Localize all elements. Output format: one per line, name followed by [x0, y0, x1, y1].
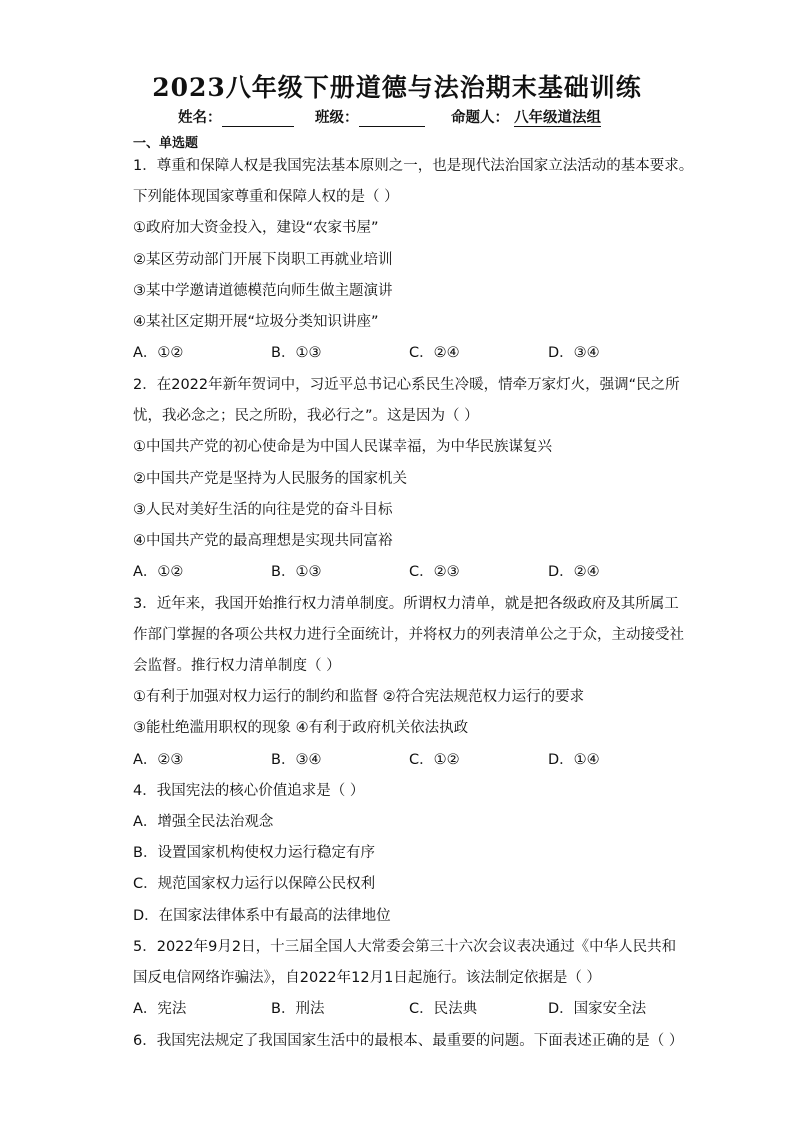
q2-item-4: ④中国共产党的最高理想是实现共同富裕	[133, 533, 393, 549]
q1-option-b[interactable]: B．①③	[271, 345, 322, 361]
q5-option-c[interactable]: C．民法典	[409, 1001, 478, 1017]
student-info-row	[0, 106, 794, 126]
q3-option-a[interactable]: A．②③	[133, 752, 184, 768]
q2-item-3: ③人民对美好生活的向往是党的奋斗目标	[133, 502, 393, 518]
q1-stem-line-1: 1．尊重和保障人权是我国宪法基本原则之一，也是现代法治国家立法活动的基本要求。	[133, 158, 694, 174]
class-blank[interactable]	[359, 110, 425, 127]
q5-stem-line-2: 国反电信网络诈骗法》，自2022年12月1日起施行。该法制定依据是（ ）	[133, 970, 601, 986]
author-value: 八年级道法组	[514, 110, 602, 126]
q2-option-d[interactable]: D．②④	[548, 564, 600, 580]
q3-option-c[interactable]: C．①②	[409, 752, 460, 768]
q6-stem-line-1: 6．我国宪法规定了我国国家生活中的最根本、最重要的问题。下面表述正确的是（ ）	[133, 1033, 684, 1049]
q5-option-b[interactable]: B．刑法	[271, 1001, 325, 1017]
name-field[interactable]	[178, 106, 294, 127]
q5-stem-line-1: 5．2022年9月2日，十三届全国人大常委会第三十六次会议表决通过《中华人民共和	[133, 939, 677, 955]
page-title: 2023八年级下册道德与法治期末基础训练	[152, 73, 642, 102]
name-blank[interactable]	[222, 110, 294, 127]
q4-option-a[interactable]: A．增强全民法治观念	[133, 814, 274, 830]
class-field[interactable]	[315, 106, 425, 127]
q2-option-c[interactable]: C．②③	[409, 564, 460, 580]
q4-option-b[interactable]: B．设置国家机构使权力运行稳定有序	[133, 845, 375, 861]
name-label: 姓名：	[178, 110, 222, 126]
q3-stem-line-2: 作部门掌握的各项公共权力进行全面统计，并将权力的列表清单公之于众，主动接受社	[133, 627, 684, 643]
author-field	[451, 106, 601, 127]
q1-item-4: ④某社区定期开展“垃圾分类知识讲座”	[133, 314, 379, 330]
q1-option-a[interactable]: A．①②	[133, 345, 184, 361]
q3-stem-line-1: 3．近年来，我国开始推行权力清单制度。所谓权力清单，就是把各级政府及其所属工	[133, 596, 679, 612]
q3-item-1: ①有利于加强对权力运行的制约和监督 ②符合宪法规范权力运行的要求	[133, 689, 585, 705]
q3-option-b[interactable]: B．③④	[271, 752, 322, 768]
author-label: 命题人：	[451, 110, 509, 126]
q3-item-2: ③能杜绝滥用职权的现象 ④有利于政府机关依法执政	[133, 720, 469, 736]
q5-option-a[interactable]: A．宪法	[133, 1001, 187, 1017]
q2-item-2: ②中国共产党是坚持为人民服务的国家机关	[133, 471, 407, 487]
q5-option-d[interactable]: D．国家安全法	[548, 1001, 647, 1017]
q1-stem-line-2: 下列能体现国家尊重和保障人权的是（ ）	[133, 189, 399, 205]
q1-option-c[interactable]: C．②④	[409, 345, 460, 361]
q4-option-d[interactable]: D．在国家法律体系中有最高的法律地位	[133, 908, 391, 924]
q2-option-b[interactable]: B．①③	[271, 564, 322, 580]
q3-option-d[interactable]: D．①④	[548, 752, 600, 768]
q1-option-d[interactable]: D．③④	[548, 345, 600, 361]
q2-stem-line-2: 忧，我必念之；民之所盼，我必行之”。这是因为（ ）	[133, 408, 479, 424]
q2-item-1: ①中国共产党的初心使命是为中国人民谋幸福，为中华民族谋复兴	[133, 439, 552, 455]
q3-stem-line-3: 会监督。推行权力清单制度（ ）	[133, 658, 341, 674]
q4-stem-line-1: 4．我国宪法的核心价值追求是（ ）	[133, 783, 365, 799]
q1-item-1: ①政府加大资金投入，建设“农家书屋”	[133, 220, 379, 236]
q1-item-2: ②某区劳动部门开展下岗职工再就业培训	[133, 252, 393, 268]
section-heading: 一、单选题	[133, 136, 199, 151]
q4-option-c[interactable]: C．规范国家权力运行以保障公民权利	[133, 876, 376, 892]
q2-stem-line-1: 2．在2022年新年贺词中，习近平总书记心系民生冷暖，情牵万家灯火，强调“民之所	[133, 377, 680, 393]
class-label: 班级：	[315, 110, 359, 126]
q1-item-3: ③某中学邀请道德模范向师生做主题演讲	[133, 283, 393, 299]
q2-option-a[interactable]: A．①②	[133, 564, 184, 580]
